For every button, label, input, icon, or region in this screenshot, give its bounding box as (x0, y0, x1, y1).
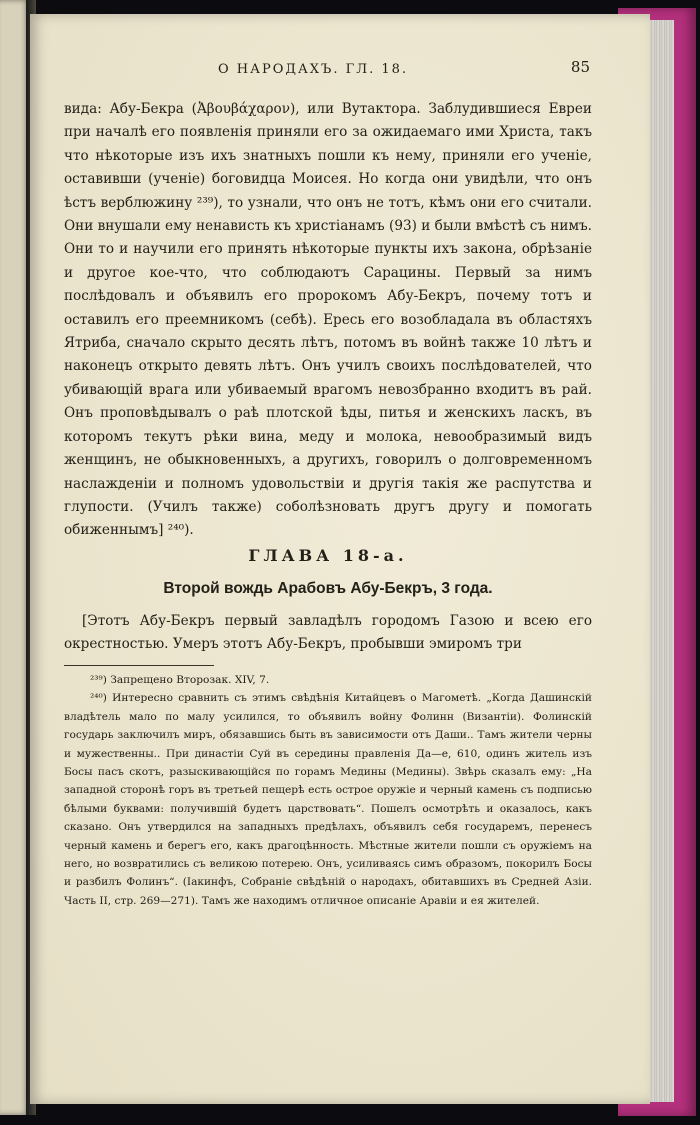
page-number: 85 (570, 58, 590, 76)
page-header (70, 58, 590, 86)
body-paragraph: вида: Абу-Бекра (Ἀβουβάχαρον), или Вутактора. Заблудившиеся Евреи при началѣ его появленія приняли его за ожидаемаго ими Христа, такъ что нѣкоторые изъ ихъ знатныхъ пошли къ нему, приняли его ученіе, оставивши (ученіе) боговидца Моисея. Но когда они увидѣли, что онъ ѣстъ верблюжину ²³⁹), то узнали, что онъ не тотъ, кѣмъ они его считали. Они внушали ему ненависть къ христіанамъ (93) и были вмѣстѣ съ нимъ. Они то и научили его принять нѣкоторые пункты ихъ закона, обрѣзаніе и другое кое-что, что соблюдаютъ Сарацины. Первый за нимъ послѣдовалъ и объявилъ его пророкомъ Абу-Бекръ, почему тотъ и оставилъ его преемникомъ (себѣ). Ересь его возобладала въ областяхъ Ятриба, сначало скрыто десять лѣтъ, потомъ въ войнѣ также 10 лѣтъ и наконецъ открыто девять лѣтъ. Онъ училъ своихъ послѣдователей, что убивающій врага или убиваемый врагомъ невозбранно входитъ въ рай. Онъ проповѣдывалъ о раѣ плотской ѣды, питья и женскихъ ласкъ, въ которомъ текутъ рѣки вина, меду и молока, невообразимый видъ женщинъ, не обыкновенныхъ, а другихъ, говорилъ о долговременномъ наслажденіи и полномъ удовольствіи и другія такія же распутства и глупости. (Училъ также) соболѣзновать другъ другу и помогать обиженнымъ] ²⁴⁰). (64, 101, 592, 539)
book-page (30, 14, 650, 1104)
chapter-subtitle: Второй вождь Арабовъ Абу-Бекръ, 3 года. (163, 580, 493, 597)
footnote-239: ²³⁹) Запрещено Второзак. XIV, 7. (90, 674, 270, 686)
footnote-240: ²⁴⁰) Интересно сравнить съ этимъ свѣдѣнія Китайцевъ о Магометѣ. „Когда Дашинскій владѣтель мало по малу усилился, то объявилъ войну Фолинн (Византіи). Фолинскій государь заключилъ миръ, обязавшись быть въ зависимости отъ Даши.. Тамъ жители черны и мужественны.. При династіи Суй въ середины правленія Да—е, 610, одинъ житель изъ Босы пасъ скотъ, разыскивающійся по горамъ Медины (Медины). Звѣрь сказалъ ему: „На западной сторонѣ горъ въ третьей пещерѣ есть острое оружіе и черный камень съ подписью бѣлыми буквами: получившій будетъ царствовать“. Пошелъ осмотрѣть и оказалось, какъ сказано. Онъ утвердился на западныхъ предѣлахъ, объявилъ себя государемъ, перенесъ черный камень и берегъ его, какъ драгоцѣнность. Мѣстные жители пошли съ оружіемъ на него, но возвратились съ великою потерею. Онъ, усиливаясь симъ образомъ, покорилъ Босы и разбилъ Фолинъ“. (Іакинфъ, Собраніе свѣдѣній о народахъ, обитавшихъ въ Средней Азіи. Часть II, стр. 269—271). Тамъ же находимъ отличное описаніе Аравіи и ея жителей. (64, 692, 592, 907)
chapter-text: [Этотъ Абу-Бекръ первый завладѣлъ городомъ Газою и всею его окрестностью. Умеръ этотъ Абу-Бекръ, пробывши эмиромъ три (64, 613, 592, 652)
footnotes (64, 671, 592, 910)
footnote-divider (64, 665, 214, 666)
running-title: О НАРОДАХЪ. ГЛ. 18. (218, 62, 409, 77)
chapter-title: ГЛАВА 18-а. (248, 546, 408, 565)
